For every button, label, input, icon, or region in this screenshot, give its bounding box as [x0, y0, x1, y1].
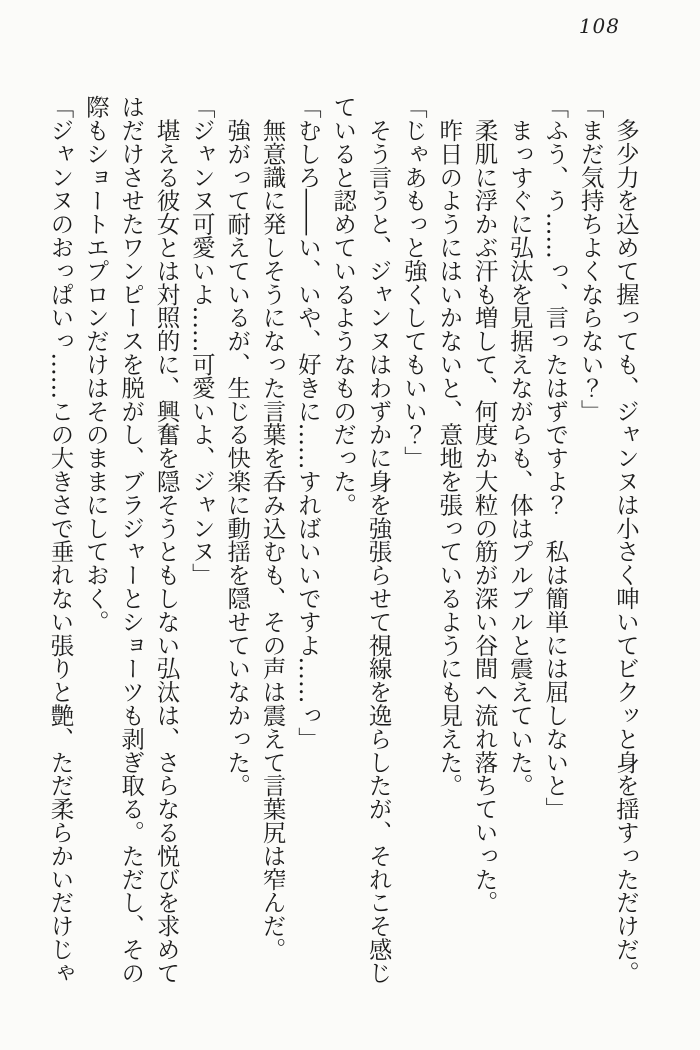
- paragraph-14: 「ジャンヌのおっぱいっ……この大きさで垂れない張りと艶、ただ柔らかいだけじゃ: [46, 95, 75, 985]
- page-number: 108: [578, 14, 620, 38]
- paragraph-3: 「ふう、う……っ、言ったはずですよ？ 私は簡単には屈しないと」: [541, 95, 570, 821]
- paragraph-6: 昨日のようにはいかないと、意地を張っているようにも見えた。: [435, 95, 464, 797]
- paragraph-5: 柔肌に浮かぶ汗も増して、何度か大粒の筋が深い谷間へ流れ落ちていった。: [470, 95, 499, 914]
- paragraph-2: 「まだ気持ちよくならない？」: [576, 95, 605, 423]
- novel-text-block: [42, 95, 643, 985]
- paragraph-1: 多少力を込めて握っても、ジャンヌは小さく呻いてビクッと身を揺すっただけだ。: [612, 95, 640, 985]
- paragraph-11: 強がって耐えているが、生じる快楽に動揺を隠せていなかった。: [223, 95, 252, 797]
- paragraph-8: そう言うと、ジャンヌはわずかに身を強張らせて視線を逸らしたが、それこそ感じていると認めているようなものだった。: [329, 95, 393, 985]
- paragraph-10: 無意識に発しそうになった言葉を呑み込むも、その声は震えて言葉尻は窄んだ。: [258, 95, 287, 961]
- paragraph-13: 堪える彼女とは対照的に、興奮を隠そうともしない弘汰は、さらなる悦びを求めてはだけさせたワンピースを脱がし、ブラジャーとショーツも剥ぎ取る。ただし、その際もショートエプロンだけはそのままにしておく。: [81, 95, 181, 985]
- paragraph-7: 「じゃあもっと強くしてもいい？」: [399, 95, 428, 470]
- paragraph-12: 「ジャンヌ可愛いよ……可愛いよ、ジャンヌ」: [187, 95, 216, 587]
- paragraph-4: まっすぐに弘汰を見据えながらも、体はプルプルと震えていた。: [505, 95, 534, 797]
- paragraph-9: 「むしろ――い、いや、好きに……すればいいですよ……っ」: [293, 95, 322, 751]
